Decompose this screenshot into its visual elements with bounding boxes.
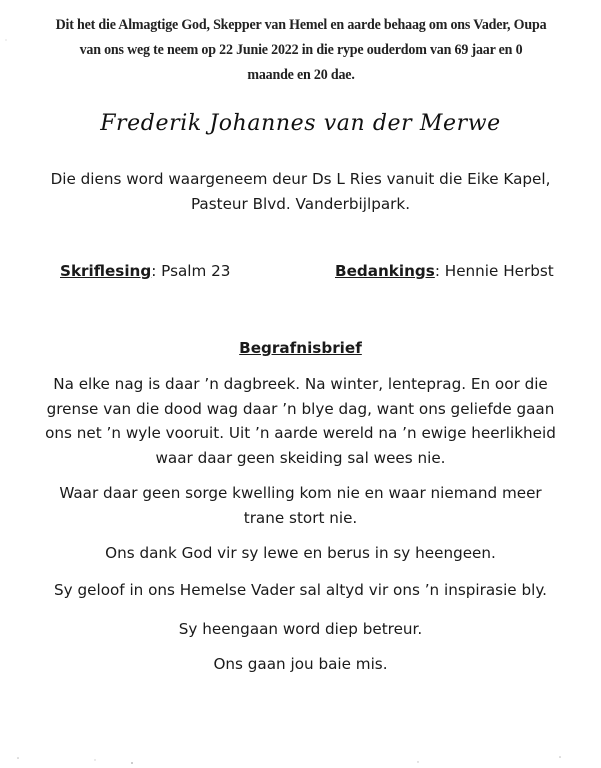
letter-paragraph-3 bbox=[20, 541, 581, 566]
intro-line-3: maande en 20 dae. bbox=[247, 67, 355, 83]
paragraph-1-line-3: ons net ’n wyle vooruit. Uit ’n aarde wereld na ’n ewige heerlikheid bbox=[45, 424, 556, 442]
scripture-reading bbox=[60, 262, 230, 280]
letter-paragraph-6 bbox=[20, 652, 581, 677]
intro-line-1: Dit het die Almagtige God, Skepper van Hemel en aarde behaag om ons Vader, Oupa bbox=[55, 17, 547, 33]
paragraph-4-line: Sy geloof in ons Hemelse Vader sal altyd vir ons ’n inspirasie bly. bbox=[54, 581, 547, 599]
deceased-name: Frederik Johannes van der Merwe bbox=[100, 111, 501, 136]
letter-heading: Begrafnisbrief bbox=[239, 339, 362, 357]
letter-paragraph-1 bbox=[20, 372, 581, 470]
thanks-giving bbox=[335, 262, 554, 280]
service-line-2: Pasteur Blvd. Vanderbijlpark. bbox=[190, 195, 411, 213]
intro-announcement bbox=[50, 13, 551, 88]
intro-line-2: van ons weg te neem op 22 Junie 2022 in die rype ouderdom van 69 jaar en 0 bbox=[79, 42, 523, 58]
letter-paragraph-4 bbox=[20, 578, 581, 603]
thanks-giving-label: Bedankings bbox=[335, 262, 435, 280]
paragraph-3-line: Ons dank God vir sy lewe en berus in sy heengeen. bbox=[105, 544, 496, 562]
service-details bbox=[30, 167, 571, 217]
letter-paragraph-2 bbox=[20, 481, 581, 530]
paragraph-1-line-1: Na elke nag is daar ’n dagbreek. Na winter, lenteprag. En oor die bbox=[53, 375, 548, 393]
paragraph-6-line: Ons gaan jou baie mis. bbox=[213, 655, 388, 673]
service-line-1: Die diens word waargeneem deur Ds L Ries vanuit die Eike Kapel, bbox=[50, 170, 551, 188]
paragraph-1-line-2: grense van die dood wag daar ’n blye dag, want ons geliefde gaan bbox=[46, 399, 555, 418]
paragraph-2-line-1: Waar daar geen sorge kwelling kom nie en waar niemand meer bbox=[59, 484, 542, 502]
paragraph-2-line-2: trane stort nie. bbox=[243, 508, 358, 527]
paragraph-1-line-4: waar daar geen skeiding sal wees nie. bbox=[155, 448, 446, 467]
thanks-giving-value: : Hennie Herbst bbox=[434, 262, 554, 280]
letter-paragraph-5 bbox=[20, 617, 581, 642]
scripture-reading-label: Skriflesing bbox=[60, 262, 152, 280]
paragraph-5-line: Sy heengaan word diep betreur. bbox=[178, 620, 423, 638]
scripture-reading-value: : Psalm 23 bbox=[151, 262, 231, 280]
